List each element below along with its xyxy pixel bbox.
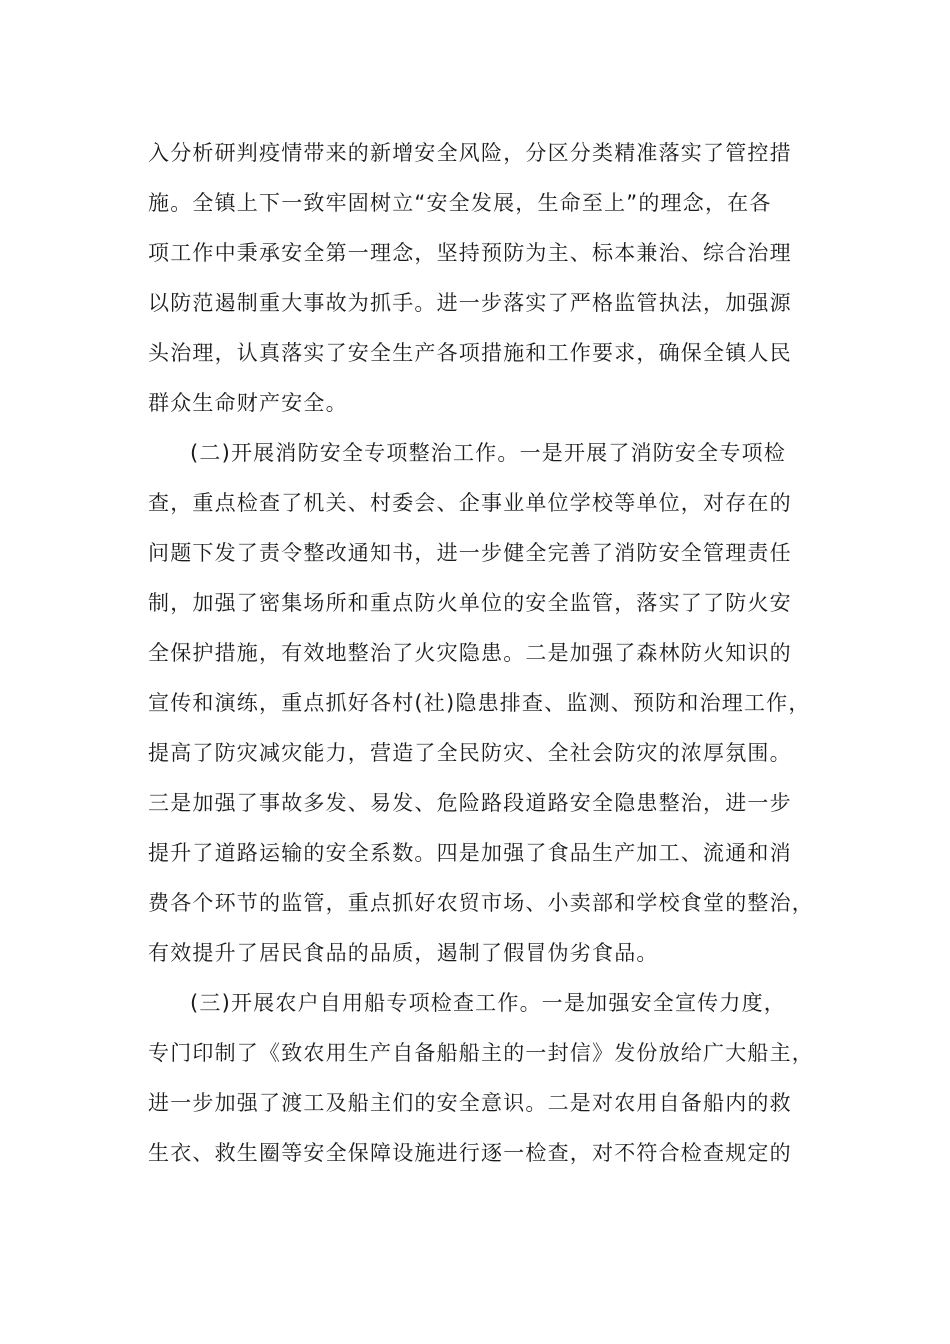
paragraph-start-line: (三)开展农户自用船专项检查工作。一是加强安全宣传力度， <box>190 991 786 1015</box>
text-line: 生衣、救生圈等安全保障设施进行逐一检查，对不符合检查规定的 <box>148 1141 792 1165</box>
text-line: 问题下发了责令整改通知书，进一步健全完善了消防安全管理责任 <box>148 541 792 565</box>
text-line: 有效提升了居民食品的品质，遏制了假冒伪劣食品。 <box>148 941 659 965</box>
text-line: 群众生命财产安全。 <box>148 391 348 415</box>
text-line: 项工作中秉承安全第一理念，坚持预防为主、标本兼治、综合治理 <box>148 241 792 265</box>
text-line: 施。全镇上下一致牢固树立“安全发展，生命至上”的理念，在各 <box>148 191 772 215</box>
paragraph-start-line: (二)开展消防安全专项整治工作。一是开展了消防安全专项检 <box>190 441 786 465</box>
text-line: 查，重点检查了机关、村委会、企事业单位学校等单位，对存在的 <box>148 491 792 515</box>
text-line: 进一步加强了渡工及船主们的安全意识。二是对农用自备船内的救 <box>148 1091 792 1115</box>
text-line: 提升了道路运输的安全系数。四是加强了食品生产加工、流通和消 <box>148 841 792 865</box>
text-line: 以防范遏制重大事故为抓手。进一步落实了严格监管执法，加强源 <box>148 291 792 315</box>
text-line: 入分析研判疫情带来的新增安全风险，分区分类精准落实了管控措 <box>148 141 792 165</box>
text-line: 全保护措施，有效地整治了火灾隐患。二是加强了森林防火知识的 <box>148 641 792 665</box>
body-text <box>148 128 814 1178</box>
text-line: 三是加强了事故多发、易发、危险路段道路安全隐患整治，进一步 <box>148 791 792 815</box>
text-line: 专门印制了《致农用生产自备船船主的一封信》发份放给广大船主， <box>148 1041 814 1065</box>
text-line: 费各个环节的监管，重点抓好农贸市场、小卖部和学校食堂的整治， <box>148 891 814 915</box>
text-line: 提高了防灾减灾能力，营造了全民防灾、全社会防灾的浓厚氛围。 <box>148 741 792 765</box>
text-line: 头治理，认真落实了安全生产各项措施和工作要求，确保全镇人民 <box>148 341 792 365</box>
text-line: 制，加强了密集场所和重点防火单位的安全监管，落实了了防火安 <box>148 591 792 615</box>
text-line: 宣传和演练，重点抓好各村(社)隐患排查、监测、预防和治理工作， <box>148 691 811 715</box>
